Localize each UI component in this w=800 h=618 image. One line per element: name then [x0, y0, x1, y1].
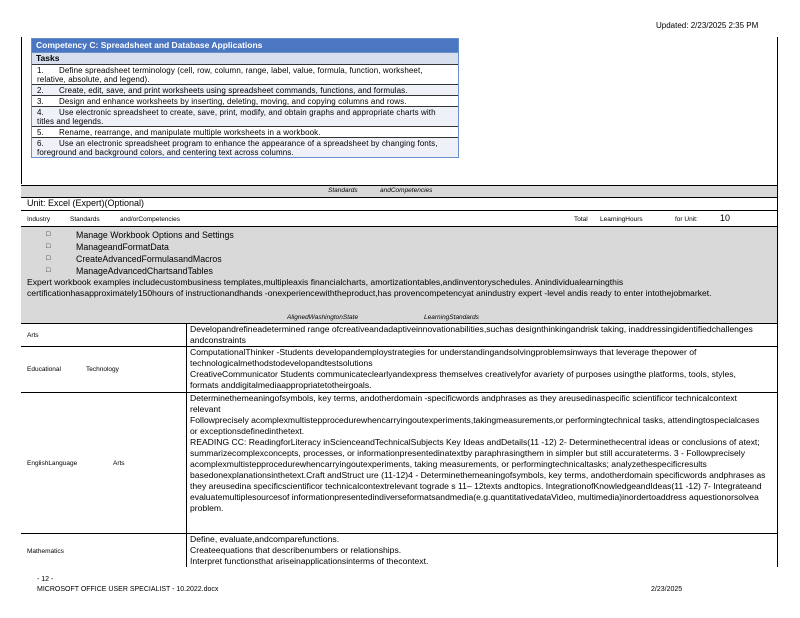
- document-name: MICROSOFT OFFICE USER SPECIALIST - 10.2022.docx: [37, 586, 219, 593]
- frame-left-border: [21, 37, 22, 184]
- list-item: □ Manage Workbook Options and Settings: [46, 230, 234, 240]
- subject-technology: Technology: [86, 366, 119, 373]
- aligned-bar-right: LearningStandards: [424, 314, 479, 321]
- unit-title: Unit: Excel (Expert)(Optional): [27, 198, 145, 208]
- task-row: 4. Use electronic spreadsheet to create, save, print, modify, and obtain graphs and appropriate charts with titles and legends.: [32, 106, 458, 126]
- standards-text-math: Define, evaluate,andcomparefunctions. Createequations that describenumbers or relationships. Interpret functionsthat ariseinapplicationsinterms of thecontext.: [190, 534, 429, 566]
- meta-learning-hours: LearningHours: [600, 216, 643, 223]
- subject-educational: Educational: [27, 366, 61, 373]
- meta-industry: Industry: [27, 216, 51, 223]
- subject-mathematics: Mathematics: [27, 548, 64, 555]
- subject-arts-ela: Arts: [113, 460, 125, 467]
- meta-total: Total: [574, 216, 588, 223]
- divider: [21, 210, 777, 211]
- list-item: □ CreateAdvancedFormulasandMacros: [46, 254, 222, 264]
- standards-bar-left: Standards: [328, 187, 358, 194]
- aligned-standards-bar: [21, 312, 777, 323]
- updated-timestamp: Updated: 2/23/2025 2:35 PM: [656, 21, 759, 30]
- aligned-bar-left: AlignedWashingtonState: [287, 314, 359, 321]
- standards-competencies-bar: [21, 185, 777, 198]
- footer-date: 2/23/2025: [651, 586, 683, 593]
- subject-arts: Arts: [27, 332, 39, 339]
- task-row: 6. Use an electronic spreadsheet program to enhance the appearance of a spreadsheet by changing fonts, foreground and background colors, and centering text across columns.: [32, 137, 458, 157]
- standards-text-arts: Developandrefineadetermined range ofcreativeandadaptiveinnovationabilities,suchas designthinkingandrisk taking, inaddressingidentifiedchallenges andconstraints: [190, 324, 753, 345]
- task-row: 3. Design and enhance worksheets by inserting, deleting, moving, and copying columns and rows.: [32, 95, 458, 106]
- meta-hours-value: 10: [720, 213, 731, 223]
- box-bullet-icon: □: [46, 267, 51, 274]
- standards-bar-right: andCompetencies: [380, 187, 433, 194]
- tasks-heading: Tasks: [32, 52, 458, 64]
- meta-competencies: and/orCompetencies: [120, 216, 180, 223]
- column-divider: [186, 323, 187, 567]
- standards-text-ela: Determinethemeaningofsymbols, key terms, andotherdomain -specificwords andphrases as they areusedinaspecific scientificor technicalcontext relevant Followprecisely acomplexmultistepprocedurewhencarryingoutexperiments,takingmeasurements,or performingtechnical tasks, attendingtospecialcases or exceptionsdefinedinthetext. READING CC: ReadingforLiteracy inScienceandTechnicalSubjects Key Ideas andDetails(11 -12) 2- Determinethecentral ideas or conclusions of atext; summarizecomplexconcepts, processes, or informationpresentedinatextby paraphrasingthem in simpler but still accurateterms. 3 - Followprecisely acomplexmultistepprocedurewhencarryingoutexperiments, taking measurements, or performingtechnicaltasks; analyzethespecificresults basedonexplanationsinthetext.Craft andStruct ure (11-12)4 - Determinethemeaningofsymbols, key terms, andotherdomain specificwords andphrases as they areusedina specificscientificor technicalcontextrelevant tograde s 11– 12texts andtopics. IntegrationofKnowledgeandIdeas(11 -12) 7- Integrateand evaluatemultiplesourcesof informationpresentedindiverseformatsandmedia(e.g.quantitativedataVideo, multimedia)inordertoaddress aquestionorsolvea problem.: [190, 393, 766, 513]
- page-number: - 12 -: [37, 576, 54, 583]
- divider: [21, 226, 777, 227]
- objective-list: [46, 229, 234, 277]
- box-bullet-icon: □: [46, 255, 51, 262]
- box-bullet-icon: □: [46, 243, 51, 250]
- box-bullet-icon: □: [46, 231, 51, 238]
- list-item: □ ManageandFormatData: [46, 242, 169, 252]
- task-row: 2. Create, edit, save, and print worksheets using spreadsheet commands, functions, and formulas.: [32, 84, 458, 95]
- meta-standards: Standards: [70, 216, 100, 223]
- unit-summary: Expert workbook examples includecustombusiness templates,multipleaxis financialcharts, amortizationtables,andinventoryschedules. Anindividualearningthis certificationhasapproximately150hours of instructionandhands -onexperiencewiththeproduct,has provencompetencyat anindustry expert -level andis ready to enter intothejobmarket.: [27, 277, 712, 298]
- subject-english-language: EnglishLanguage: [27, 460, 78, 467]
- list-item: □ ManageAdvancedChartsandTables: [46, 266, 213, 276]
- meta-for-unit: for Unit:: [675, 216, 698, 223]
- task-row: 5. Rename, rearrange, and manipulate multiple worksheets in a workbook.: [32, 126, 458, 137]
- task-row: 1. Define spreadsheet terminology (cell, row, column, range, label, value, formula, function, worksheet, relative, absolute, and legend).: [32, 64, 458, 84]
- standards-text-edtech: ComputationalThinker -Students developandemploystrategies for understandingandsolvingproblemsinways that leverage thepower of technologicalmethodstodevelopandtestsolutions CreativeCommunicator Students communicateclearlyandexpress themselves creativelyfor avariety of purposes usingthe platforms, tools, styles, formats anddigitalmediaappropriatetotheirgoals.: [190, 347, 736, 390]
- frame-right-border: [777, 37, 778, 567]
- competency-title: Competency C: Spreadsheet and Database Applications: [32, 39, 458, 52]
- competency-table: [31, 38, 459, 158]
